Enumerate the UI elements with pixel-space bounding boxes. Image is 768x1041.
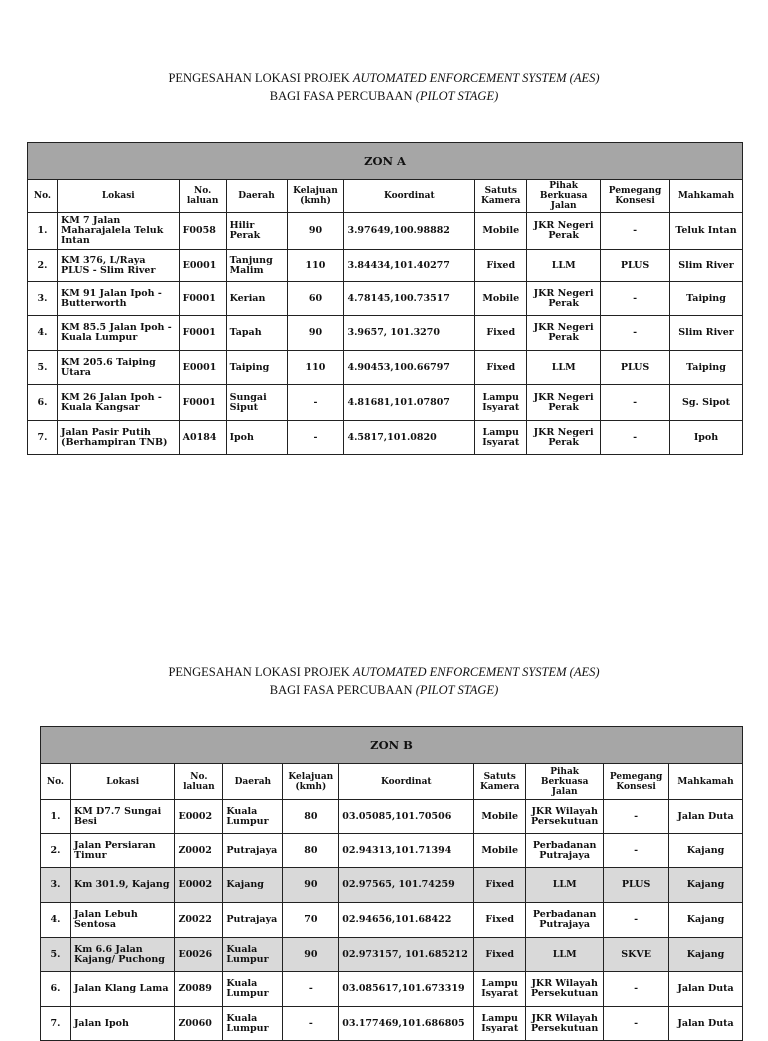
table-row	[41, 800, 743, 834]
column-header: Pihak Berkuasa Jalan	[526, 764, 604, 800]
table-row	[28, 385, 743, 421]
table-cell: 6.	[28, 385, 58, 421]
table-cell: -	[283, 1007, 339, 1041]
table-row	[28, 282, 743, 316]
table-row	[28, 421, 743, 455]
title-text: PENGESAHAN LOKASI PROJEK	[168, 71, 353, 85]
table-cell: Taiping	[226, 351, 287, 385]
table-cell: 3.84434,101.40277	[344, 250, 475, 282]
table-cell: E0026	[175, 938, 223, 972]
table-cell: JKR Negeri Perak	[527, 385, 601, 421]
table-cell: -	[604, 903, 669, 938]
table-cell: 2.	[41, 834, 71, 868]
column-header: Kelajuan (kmh)	[287, 180, 344, 213]
table-cell: 3.	[41, 868, 71, 903]
table-cell: F0001	[179, 282, 226, 316]
table-cell: -	[601, 385, 670, 421]
table-cell: Mobile	[475, 282, 527, 316]
column-header: No.	[41, 764, 71, 800]
column-header: No. laluan	[179, 180, 226, 213]
table-cell: Mobile	[475, 213, 527, 250]
table-cell: 110	[287, 250, 344, 282]
table-cell: Kajang	[669, 938, 743, 972]
table-cell: F0001	[179, 385, 226, 421]
table-cell: Sg. Sipot	[670, 385, 743, 421]
table-body	[28, 213, 743, 455]
table-cell: 1.	[41, 800, 71, 834]
table-cell: -	[604, 834, 669, 868]
table-cell: Z0022	[175, 903, 223, 938]
column-header: Pemegang Konsesi	[604, 764, 669, 800]
table-cell: Taiping	[670, 282, 743, 316]
table-cell: Kuala Lumpur	[223, 1007, 283, 1041]
table-cell: Slim River	[670, 250, 743, 282]
table-cell: 110	[287, 351, 344, 385]
table-cell: 3.97649,100.98882	[344, 213, 475, 250]
table-cell: JKR Negeri Perak	[527, 316, 601, 351]
table-cell: 02.94313,101.71394	[339, 834, 474, 868]
table-cell: E0002	[175, 868, 223, 903]
subtitle-italic: (PILOT STAGE)	[415, 683, 499, 697]
table-cell: E0001	[179, 250, 226, 282]
table-cell: Jalan Ipoh	[70, 1007, 175, 1041]
table-cell: Ipoh	[226, 421, 287, 455]
table-cell: Slim River	[670, 316, 743, 351]
table-cell: -	[287, 421, 344, 455]
table-cell: KM 91 Jalan Ipoh - Butterworth	[57, 282, 179, 316]
table-cell: Mobile	[474, 800, 526, 834]
zone-header: ZON A	[28, 143, 743, 180]
table-cell: KM 376, L/Raya PLUS - Slim River	[57, 250, 179, 282]
table-cell: Sungai Siput	[226, 385, 287, 421]
column-header: Daerah	[226, 180, 287, 213]
table-cell: 70	[283, 903, 339, 938]
subtitle-text: BAGI FASA PERCUBAAN	[269, 89, 416, 103]
table-cell: Jalan Lebuh Sentosa	[70, 903, 175, 938]
table-cell: Km 6.6 Jalan Kajang/ Puchong	[70, 938, 175, 972]
table-cell: 90	[283, 938, 339, 972]
table-cell: Fixed	[475, 351, 527, 385]
table-cell: F0001	[179, 316, 226, 351]
table-cell: 1.	[28, 213, 58, 250]
table-row	[41, 938, 743, 972]
column-header: No.	[28, 180, 58, 213]
table-cell: 2.	[28, 250, 58, 282]
column-header: Daerah	[223, 764, 283, 800]
table-cell: 90	[283, 868, 339, 903]
table-cell: 90	[287, 213, 344, 250]
table-cell: PLUS	[601, 351, 670, 385]
subtitle-text: BAGI FASA PERCUBAAN	[269, 683, 416, 697]
table-cell: Jalan Duta	[669, 1007, 743, 1041]
table-cell: F0058	[179, 213, 226, 250]
column-header: Koordinat	[339, 764, 474, 800]
table-cell: PLUS	[601, 250, 670, 282]
table-cell: 60	[287, 282, 344, 316]
table-cell: Taiping	[670, 351, 743, 385]
table-cell: -	[601, 282, 670, 316]
table-row	[41, 903, 743, 938]
table-cell: KM D7.7 Sungai Besi	[70, 800, 175, 834]
column-header: Pemegang Konsesi	[601, 180, 670, 213]
table-row	[41, 834, 743, 868]
table-row	[41, 868, 743, 903]
table-cell: E0002	[175, 800, 223, 834]
table-cell: Kajang	[669, 868, 743, 903]
table-row	[28, 250, 743, 282]
table-cell: Perbadanan Putrajaya	[526, 903, 604, 938]
table-cell: JKR Wilayah Persekutuan	[526, 972, 604, 1007]
table-cell: Lampu Isyarat	[474, 972, 526, 1007]
table-cell: Km 301.9, Kajang	[70, 868, 175, 903]
table-cell: 02.97565, 101.74259	[339, 868, 474, 903]
table-cell: 80	[283, 834, 339, 868]
table-cell: Teluk Intan	[670, 213, 743, 250]
table-cell: JKR Negeri Perak	[527, 282, 601, 316]
table-cell: Kajang	[223, 868, 283, 903]
table-cell: 80	[283, 800, 339, 834]
table-cell: -	[601, 316, 670, 351]
table-cell: Lampu Isyarat	[475, 421, 527, 455]
table-cell: -	[287, 385, 344, 421]
column-header: Koordinat	[344, 180, 475, 213]
zone-b-table	[40, 726, 743, 1041]
column-header: No. laluan	[175, 764, 223, 800]
table-cell: 90	[287, 316, 344, 351]
table-cell: Lampu Isyarat	[474, 1007, 526, 1041]
table-cell: Putrajaya	[223, 903, 283, 938]
table-cell: Perbadanan Putrajaya	[526, 834, 604, 868]
column-header: Pihak Berkuasa Jalan	[527, 180, 601, 213]
zone-header: ZON B	[41, 727, 743, 764]
table-cell: SKVE	[604, 938, 669, 972]
table-row	[28, 351, 743, 385]
table-cell: 03.177469,101.686805	[339, 1007, 474, 1041]
table-cell: KM 85.5 Jalan Ipoh - Kuala Lumpur	[57, 316, 179, 351]
table-cell: LLM	[527, 351, 601, 385]
table-cell: 5.	[28, 351, 58, 385]
table-cell: KM 7 Jalan Maharajalela Teluk Intan	[57, 213, 179, 250]
table-row	[41, 1007, 743, 1041]
table-cell: Jalan Persiaran Timur	[70, 834, 175, 868]
table-cell: Z0060	[175, 1007, 223, 1041]
title-text: PENGESAHAN LOKASI PROJEK	[168, 665, 353, 679]
table-cell: E0001	[179, 351, 226, 385]
section-a-title	[0, 69, 768, 105]
column-header: Lokasi	[70, 764, 175, 800]
table-cell: Kuala Lumpur	[223, 972, 283, 1007]
table-cell: -	[283, 972, 339, 1007]
table-cell: LLM	[527, 250, 601, 282]
column-header: Satuts Kamera	[475, 180, 527, 213]
table-cell: -	[601, 213, 670, 250]
table-cell: Mobile	[474, 834, 526, 868]
table-cell: Kerian	[226, 282, 287, 316]
table-cell: -	[601, 421, 670, 455]
table-cell: JKR Wilayah Persekutuan	[526, 1007, 604, 1041]
table-row	[28, 316, 743, 351]
table-cell: Jalan Klang Lama	[70, 972, 175, 1007]
table-cell: Lampu Isyarat	[475, 385, 527, 421]
table-cell: Ipoh	[670, 421, 743, 455]
table-cell: 4.78145,100.73517	[344, 282, 475, 316]
table-cell: 5.	[41, 938, 71, 972]
table-cell: Jalan Pasir Putih (Berhampiran TNB)	[57, 421, 179, 455]
table-cell: Kuala Lumpur	[223, 800, 283, 834]
table-cell: Jalan Duta	[669, 800, 743, 834]
table-cell: KM 26 Jalan Ipoh - Kuala Kangsar	[57, 385, 179, 421]
column-header-row	[28, 180, 743, 213]
table-cell: 4.	[28, 316, 58, 351]
table-cell: JKR Wilayah Persekutuan	[526, 800, 604, 834]
table-cell: PLUS	[604, 868, 669, 903]
table-cell: Z0089	[175, 972, 223, 1007]
title-italic: AUTOMATED ENFORCEMENT SYSTEM (AES)	[352, 665, 600, 679]
column-header: Mahkamah	[670, 180, 743, 213]
table-cell: KM 205.6 Taiping Utara	[57, 351, 179, 385]
table-cell: -	[604, 800, 669, 834]
table-row	[41, 972, 743, 1007]
table-cell: 4.90453,100.66797	[344, 351, 475, 385]
table-cell: Jalan Duta	[669, 972, 743, 1007]
table-cell: Fixed	[475, 316, 527, 351]
table-cell: 4.81681,101.07807	[344, 385, 475, 421]
table-cell: Fixed	[475, 250, 527, 282]
table-cell: Tanjung Malim	[226, 250, 287, 282]
table-cell: LLM	[526, 868, 604, 903]
table-cell: -	[604, 1007, 669, 1041]
table-row	[28, 213, 743, 250]
table-cell: 7.	[28, 421, 58, 455]
column-header: Satuts Kamera	[474, 764, 526, 800]
table-cell: Hilir Perak	[226, 213, 287, 250]
table-cell: JKR Negeri Perak	[527, 421, 601, 455]
table-cell: 4.5817,101.0820	[344, 421, 475, 455]
table-cell: Z0002	[175, 834, 223, 868]
table-cell: Kajang	[669, 903, 743, 938]
table-cell: A0184	[179, 421, 226, 455]
column-header: Kelajuan (kmh)	[283, 764, 339, 800]
table-body	[41, 800, 743, 1041]
table-cell: Fixed	[474, 938, 526, 972]
column-header: Mahkamah	[669, 764, 743, 800]
table-cell: 4.	[41, 903, 71, 938]
table-cell: 02.94656,101.68422	[339, 903, 474, 938]
column-header-row	[41, 764, 743, 800]
table-cell: Fixed	[474, 868, 526, 903]
table-cell: -	[604, 972, 669, 1007]
table-cell: LLM	[526, 938, 604, 972]
table-cell: Kuala Lumpur	[223, 938, 283, 972]
table-cell: 7.	[41, 1007, 71, 1041]
table-cell: 03.085617,101.673319	[339, 972, 474, 1007]
table-cell: Tapah	[226, 316, 287, 351]
subtitle-italic: (PILOT STAGE)	[415, 89, 499, 103]
table-cell: Putrajaya	[223, 834, 283, 868]
section-b-title	[0, 663, 768, 699]
table-cell: 3.9657, 101.3270	[344, 316, 475, 351]
table-cell: 6.	[41, 972, 71, 1007]
table-cell: JKR Negeri Perak	[527, 213, 601, 250]
zone-a-table	[27, 142, 743, 455]
title-italic: AUTOMATED ENFORCEMENT SYSTEM (AES)	[352, 71, 600, 85]
column-header: Lokasi	[57, 180, 179, 213]
table-cell: 3.	[28, 282, 58, 316]
table-cell: Kajang	[669, 834, 743, 868]
table-cell: 03.05085,101.70506	[339, 800, 474, 834]
table-cell: 02.973157, 101.685212	[339, 938, 474, 972]
table-cell: Fixed	[474, 903, 526, 938]
